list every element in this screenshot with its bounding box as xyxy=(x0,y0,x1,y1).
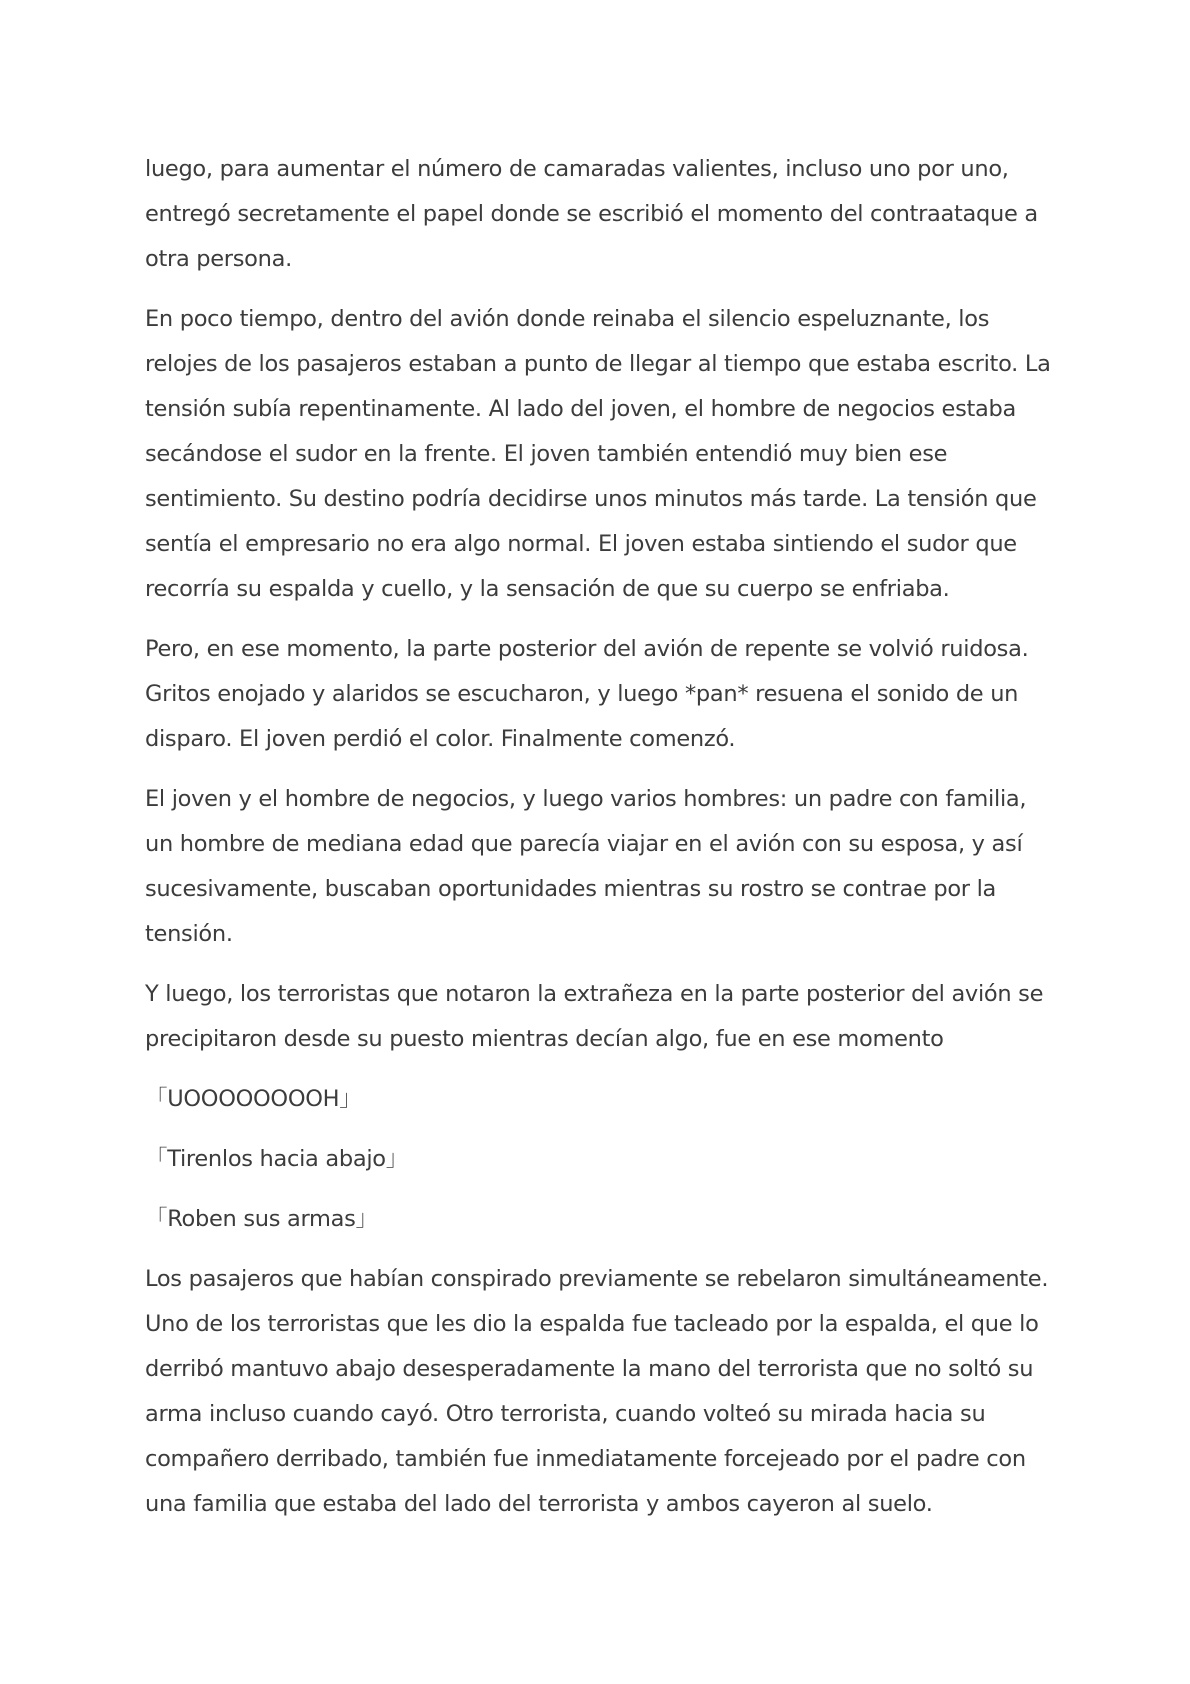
paragraph: El joven y el hombre de negocios, y luego varios hombres: un padre con familia, un hombre de mediana edad que parecía viajar en el avión con su esposa, y así sucesivamente, buscaban oportunidades mientras su rostro se contrae por la tensión. xyxy=(145,786,1027,947)
paragraph: Y luego, los terroristas que notaron la extrañeza en la parte posterior del avión se precipitaron desde su puesto mientras decían algo, fue en ese momento xyxy=(145,981,1044,1052)
dialogue-line: 「UOOOOOOOOH」 xyxy=(145,1086,362,1112)
body-text xyxy=(145,147,1055,1542)
paragraph: En poco tiempo, dentro del avión donde reinaba el silencio espeluznante, los relojes de los pasajeros estaban a punto de llegar al tiempo que estaba escrito. La tensión subía repentinamente. Al lado del joven, el hombre de negocios estaba secándose el sudor en la frente. El joven también entendió muy bien ese sentimiento. Su destino podría decidirse unos minutos más tarde. La tensión que sentía el empresario no era algo normal. El joven estaba sintiendo el sudor que recorría su espalda y cuello, y la sensación de que su cuerpo se enfriaba. xyxy=(145,306,1051,602)
paragraph: Pero, en ese momento, la parte posterior del avión de repente se volvió ruidosa. Gritos enojado y alaridos se escucharon, y luego *pan* resuena el sonido de un disparo. El joven perdió el color. Finalmente comenzó. xyxy=(145,636,1029,752)
paragraph: Los pasajeros que habían conspirado previamente se rebelaron simultáneamente. Uno de los terroristas que les dio la espalda fue tacleado por la espalda, el que lo derribó mantuvo abajo desesperadamente la mano del terrorista que no soltó su arma incluso cuando cayó. Otro terrorista, cuando volteó su mirada hacia su compañero derribado, también fue inmediatamente forcejeado por el padre con una familia que estaba del lado del terrorista y ambos cayeron al suelo. xyxy=(145,1266,1049,1517)
dialogue-line: 「Roben sus armas」 xyxy=(145,1206,378,1232)
paragraph: luego, para aumentar el número de camaradas valientes, incluso uno por uno, entregó secretamente el papel donde se escribió el momento del contraataque a otra persona. xyxy=(145,156,1038,272)
dialogue-line: 「Tirenlos hacia abajo」 xyxy=(145,1146,408,1172)
